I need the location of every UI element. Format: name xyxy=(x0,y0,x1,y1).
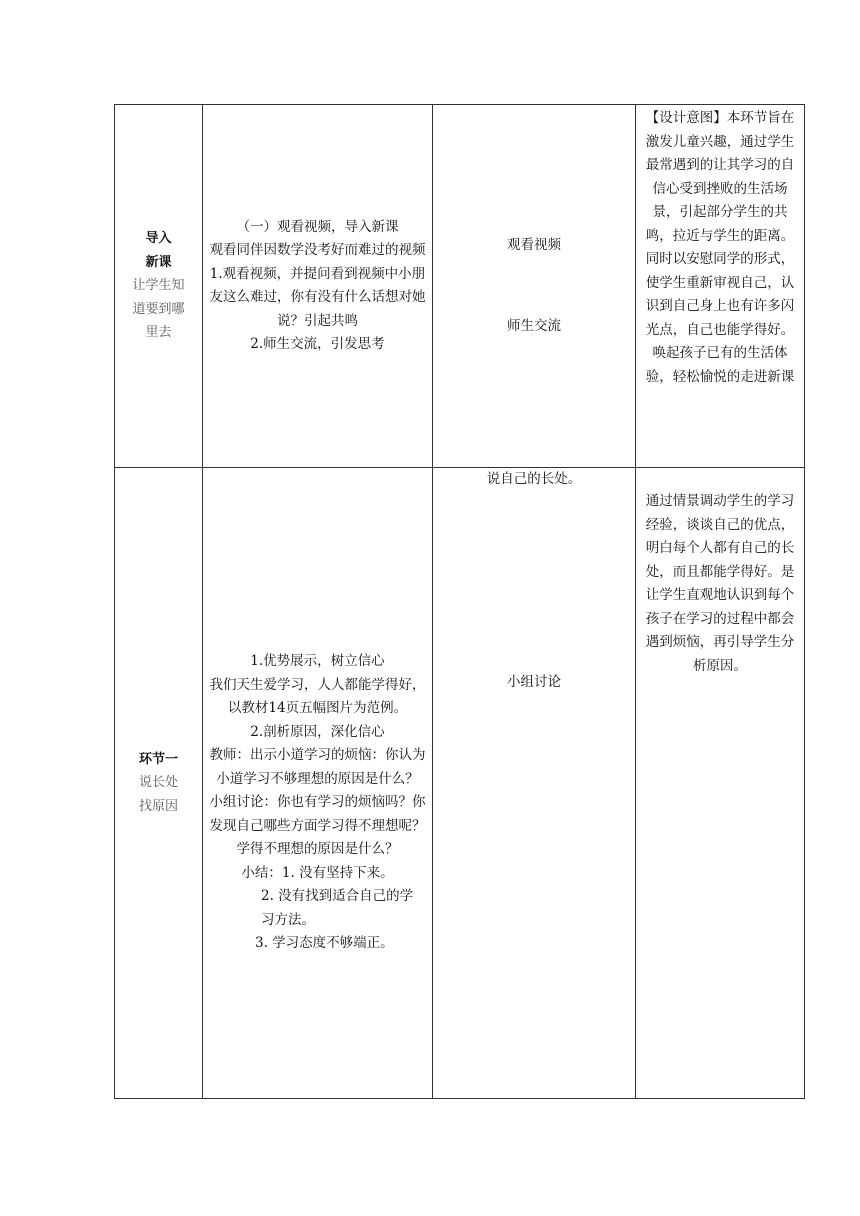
stage-subtitle-line: 说长处 xyxy=(138,775,178,791)
teacher-activity-line: 观看同伴因数学没考好而难过的视频 xyxy=(209,242,426,258)
student-activity-cell xyxy=(433,468,636,1099)
student-activity-cell xyxy=(433,105,636,468)
teacher-activity-line: 1.优势展示，树立信心 xyxy=(250,653,385,670)
teacher-activity-line: 小组讨论：你也有学习的烦恼吗？你发现自己哪些方面学习得不理想呢？学得不理想的原因是什么？ xyxy=(209,794,426,858)
table-row xyxy=(115,105,805,468)
student-activity-line: 小组讨论 xyxy=(507,674,561,690)
lesson-plan-table xyxy=(114,104,805,1099)
design-intent-text: 【设计意图】本环节旨在激发儿童兴趣，通过学生最常遇到的让其学习的自信心受到挫败的生活场景，引起部分学生的共鸣，拉近与学生的距离。同时以安慰同学的形式，使学生重新审视自己，认识到自己身上也有许多闪光点，自己也能学得好。唤起孩子已有的生活体验，轻松愉悦的走进新课 xyxy=(645,110,795,385)
teacher-activity-line: 2. 没有找到适合自己的学习方法。 xyxy=(261,888,414,928)
stage-subtitle-line: 找原因 xyxy=(138,798,178,814)
teacher-activity-cell xyxy=(203,468,433,1099)
stage-title-line: 环节一 xyxy=(138,751,178,767)
stage-subtitle-line: 让学生知 xyxy=(132,278,185,294)
table-row xyxy=(115,468,805,1099)
stage-cell xyxy=(115,105,203,468)
teacher-activity-line: 我们天生爱学习，人人都能学得好，以教材14页五幅图片为范例。 xyxy=(209,676,426,717)
teacher-activity-cell xyxy=(203,105,433,468)
student-activity-line: 师生交流 xyxy=(507,318,561,334)
stage-title-line: 新课 xyxy=(145,254,172,270)
teacher-activity-line: 小结：1. 没有坚持下来。 xyxy=(241,864,394,881)
teacher-activity-line: 1.观看视频，并提问看到视频中小朋友这么难过，你有没有什么话想对她说？引起共鸣 xyxy=(209,265,426,329)
stage-subtitle-line: 里去 xyxy=(145,325,172,341)
teacher-activity-line: 2.师生交流，引发思考 xyxy=(250,336,385,352)
stage-title-line: 导入 xyxy=(145,231,172,247)
teacher-activity-line: 教师：出示小道学习的烦恼：你认为小道学习不够理想的原因是什么？ xyxy=(209,747,426,787)
student-activity-line: 说自己的长处。 xyxy=(486,471,582,487)
teacher-activity-line: 3. 学习态度不够端正。 xyxy=(255,935,394,952)
design-intent-cell xyxy=(636,105,805,468)
teacher-activity-line: （一）观看视频，导入新课 xyxy=(236,218,399,235)
stage-cell xyxy=(115,468,203,1099)
design-intent-text: 通过情景调动学生的学习经验，谈谈自己的优点，明白每个人都有自己的长处，而且都能学得好。是让学生直观地认识到每个孩子在学习的过程中都会遇到烦恼，再引导学生分析原因。 xyxy=(645,493,795,674)
stage-subtitle-line: 道要到哪 xyxy=(132,301,185,317)
design-intent-cell xyxy=(636,468,805,1099)
student-activity-line: 观看视频 xyxy=(507,236,561,253)
teacher-activity-line: 2.剖析原因，深化信心 xyxy=(250,723,385,740)
